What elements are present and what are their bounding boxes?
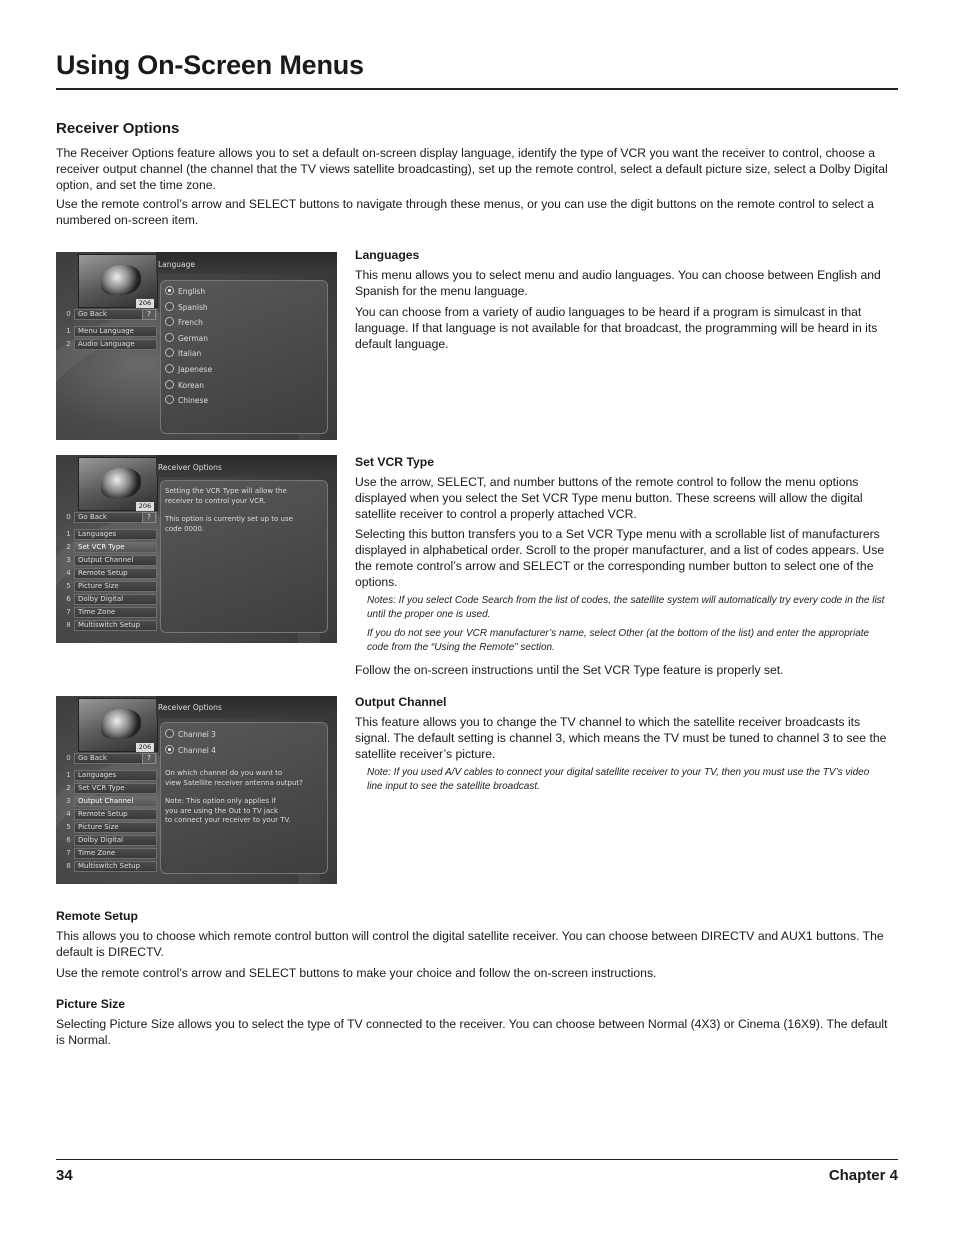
output-question-text: On which channel do you want to view Satellite receiver antenna output? (165, 769, 303, 787)
vcr-note-1: Notes: If you select Code Search from the list of codes, the satellite system will automatically try every code in the list until the proper one is used. (367, 595, 885, 620)
menu-item-set-vcr-type[interactable]: 2 Set VCR Type (56, 541, 160, 554)
remote-paragraph-1: This allows you to choose which remote control button will control the digital satellite receiver. You can choose between DIRECTV and AUX1 buttons. The default is DIRECTV. (56, 929, 884, 959)
page-number: 34 (56, 1167, 73, 1184)
radio-icon (165, 317, 174, 326)
menu-item-menu-language[interactable]: 1 Menu Language (56, 325, 160, 338)
vcr-code-text: This option is currently set up to use code 0000. (165, 515, 293, 533)
channel-number: 206 (136, 299, 154, 308)
title-rule (56, 88, 898, 90)
menu-item-audio-language[interactable]: 2 Audio Language (56, 338, 160, 351)
screen-menu (56, 752, 160, 873)
remote-heading: Remote Setup (56, 909, 138, 923)
output-note: Note: If you used A/V cables to connect your digital satellite receiver to your TV, then you must use the TV’s video line input to see the satellite broadcast. (367, 767, 870, 792)
intro-paragraph-1: The Receiver Options feature allows you to set a default on-screen display language, identify the type of VCR you want the receiver to control, choose a receiver output channel (the channel that the TV views satellite broadcasting), set up the remote control, select a default picture size, select a Dolby Digital option, and set the time zone. (56, 146, 888, 192)
screen-header: Language (156, 252, 337, 274)
vcr-paragraph-2: Selecting this button transfers you to a Set VCR Type menu with a scrollable list of manufacturers displayed in alphabetical order. Scroll to the proper manufacturer, and a list of codes appears. Use the remote control’s arrow and SELECT or the corresponding number button to select one of the options. (355, 527, 885, 589)
menu-item-dolby-digital[interactable]: 6 Dolby Digital (56, 834, 160, 847)
help-button[interactable]: ? (142, 309, 156, 320)
output-paragraph: This feature allows you to change the TV channel to which the satellite receiver broadcasts its signal. The default setting is channel 3, which means the TV must be tuned to channel 3 to see the satellite receiver’s picture. (355, 715, 887, 761)
remote-paragraph-2: Use the remote control’s arrow and SELECT buttons to make your choice and follow the on-screen instructions. (56, 966, 657, 980)
output-heading: Output Channel (355, 695, 447, 709)
menu-item-picture-size[interactable]: 5 Picture Size (56, 580, 160, 593)
vcr-paragraph-1: Use the arrow, SELECT, and number buttons of the remote control to follow the menu options displayed when you select the Set VCR Type menu button. These screens will allow the digital satellite receiver to control a properly attached VCR. (355, 475, 863, 521)
radio-icon (165, 380, 174, 389)
vcr-follow-text: Follow the on-screen instructions until the Set VCR Type feature is properly set. (355, 663, 784, 677)
menu-item-languages[interactable]: 1 Languages (56, 528, 160, 541)
chapter-label: Chapter 4 (828, 1167, 898, 1184)
radio-icon (165, 364, 174, 373)
picture-heading: Picture Size (56, 997, 126, 1011)
go-back-button[interactable]: 0 Go Back ? (56, 308, 160, 321)
vcr-type-screenshot (56, 455, 337, 643)
vcr-info-text: Setting the VCR Type will allow the receiver to control your VCR. (165, 487, 287, 505)
output-channel-screenshot (56, 696, 337, 884)
section-title: Receiver Options (56, 120, 180, 137)
footer-rule (56, 1159, 898, 1160)
picture-paragraph: Selecting Picture Size allows you to select the type of TV connected to the receiver. You can choose between Normal (4X3) or Cinema (16X9). The default is Normal. (56, 1017, 888, 1047)
radio-icon (165, 348, 174, 357)
motorcycle-rider-image (101, 265, 141, 295)
screen-header: Receiver Options (156, 696, 337, 718)
menu-item-output-channel[interactable]: 3 Output Channel (56, 795, 160, 808)
motorcycle-rider-image (101, 709, 141, 739)
menu-item-output-channel[interactable]: 3 Output Channel (56, 554, 160, 567)
menu-item-remote-setup[interactable]: 4 Remote Setup (56, 808, 160, 821)
go-back-button[interactable]: 0 Go Back ? (56, 511, 160, 524)
languages-paragraph-1: This menu allows you to select menu and audio languages. You can choose between English and Spanish for the menu language. (355, 268, 881, 298)
languages-heading: Languages (355, 248, 420, 262)
radio-selected-icon (165, 745, 174, 754)
menu-item-time-zone[interactable]: 7 Time Zone (56, 606, 160, 619)
screen-menu (56, 511, 160, 632)
menu-item-set-vcr-type[interactable]: 2 Set VCR Type (56, 782, 160, 795)
screen-menu (56, 308, 160, 351)
menu-item-multiswitch-setup[interactable]: 8 Multiswitch Setup (56, 860, 160, 873)
menu-item-time-zone[interactable]: 7 Time Zone (56, 847, 160, 860)
menu-item-remote-setup[interactable]: 4 Remote Setup (56, 567, 160, 580)
radio-icon (165, 333, 174, 342)
output-note-text: Note: This option only applies if you are using the Out to TV jack to connect your receiver to your TV. (165, 797, 291, 824)
screen-header: Receiver Options (156, 455, 337, 477)
language-menu-screenshot (56, 252, 337, 440)
radio-icon (165, 302, 174, 311)
help-button[interactable]: ? (142, 753, 156, 764)
intro-paragraph-2: Use the remote control’s arrow and SELECT buttons to navigate through these menus, or you can use the digit buttons on the remote control to select a numbered on-screen item. (56, 197, 874, 227)
language-options-panel: English Spanish French German Italian Japenese Korean Chinese (160, 280, 328, 434)
output-channel-panel: Channel 3 Channel 4 On which channel do you want to view Satellite receiver antenna output? Note: This option only applies if you are using the Out to TV jack to connect your receiver to your TV. (160, 722, 328, 874)
menu-item-picture-size[interactable]: 5 Picture Size (56, 821, 160, 834)
radio-icon (165, 395, 174, 404)
vcr-info-panel (160, 480, 328, 633)
menu-item-languages[interactable]: 1 Languages (56, 769, 160, 782)
radio-selected-icon (165, 286, 174, 295)
languages-paragraph-2: You can choose from a variety of audio languages to be heard if a program is simulcast in that language. If that language is not available for that broadcast, the programming will be heard in its default language. (355, 305, 878, 351)
help-button[interactable]: ? (142, 512, 156, 523)
menu-item-multiswitch-setup[interactable]: 8 Multiswitch Setup (56, 619, 160, 632)
vcr-note-2: If you do not see your VCR manufacturer’s name, select Other (at the bottom of the list) and enter the appropriate code from the “Using the Remote” section. (367, 628, 870, 653)
menu-item-dolby-digital[interactable]: 6 Dolby Digital (56, 593, 160, 606)
channel-number: 206 (136, 502, 154, 511)
vcr-heading: Set VCR Type (355, 455, 435, 469)
go-back-button[interactable]: 0 Go Back ? (56, 752, 160, 765)
radio-icon (165, 729, 174, 738)
channel-number: 206 (136, 743, 154, 752)
motorcycle-rider-image (101, 468, 141, 498)
page-title: Using On-Screen Menus (56, 50, 364, 80)
